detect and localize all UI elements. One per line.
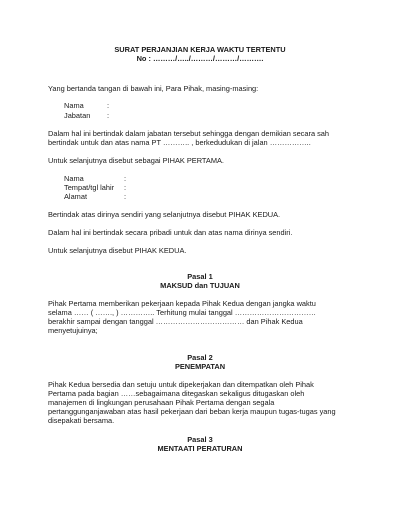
document-number: No : ………/…../………/………/……….: [136, 54, 264, 63]
pasal1-line: selama …… ( ……., ) ………….. Terhitung mulai tanggal ……………………………: [48, 308, 317, 317]
pasal1-line: berakhir sampai dengan tanggal ……………………………… dan Pihak Kedua: [48, 317, 303, 326]
party1-position-line: bertindak untuk dan atas nama PT ……….. , berkedudukan di jalan ……………..: [48, 138, 311, 147]
party1-called: Untuk selanjutnya disebut sebagai PIHAK PERTAMA.: [48, 156, 224, 165]
party2-called: Untuk selanjutnya disebut PIHAK KEDUA.: [48, 246, 187, 255]
pasal2-line: Pertama pada bagian ……sebagaimana ditegaskan sekaligus ditugaskan oleh: [48, 389, 305, 398]
intro-text: Yang bertanda tangan di bawah ini, Para Pihak, masing-masing:: [48, 84, 259, 93]
pasal3-number: Pasal 3: [187, 435, 213, 444]
field-colon: :: [107, 111, 110, 120]
pasal1-line: menyetujuinya;: [48, 326, 98, 335]
pasal2-line: Pihak Kedua bersedia dan setuju untuk dipekerjakan dan ditempatkan oleh Pihak: [48, 380, 314, 389]
party2-private-line: Dalam hal ini bertindak secara pribadi untuk dan atas nama dirinya sendiri.: [48, 228, 293, 237]
field-colon: :: [124, 183, 127, 192]
pasal2-line: disepakati bersama.: [48, 416, 115, 425]
field-colon: :: [107, 101, 110, 110]
field-label-nama: Nama: [64, 101, 84, 110]
field-colon: :: [124, 174, 127, 183]
pasal2-line: manajemen di lingkungan perusahaan Pihak Pertama dengan segala: [48, 398, 275, 407]
party2-self-line: Bertindak atas dirinya sendiri yang selanjutnya disebut PIHAK KEDUA.: [48, 210, 281, 219]
pasal1-heading: MAKSUD dan TUJUAN: [160, 281, 240, 290]
party1-position-line: Dalam hal ini bertindak dalam jabatan tersebut sehingga dengan demikian secara sah: [48, 129, 330, 138]
field-label-jabatan: Jabatan: [64, 111, 91, 120]
pasal2-line: pertanggunganjawaban atas hasil pekerjaan dari beban kerja maupun tugas-tugas yang: [48, 407, 336, 416]
document-title: SURAT PERJANJIAN KERJA WAKTU TERTENTU: [114, 45, 286, 54]
pasal1-number: Pasal 1: [187, 272, 213, 281]
pasal3-heading: MENTAATI PERATURAN: [157, 444, 243, 453]
field-colon: :: [124, 192, 127, 201]
field-label-birth: Tempat/tgl lahir: [64, 183, 115, 192]
pasal2-heading: PENEMPATAN: [174, 362, 226, 371]
pasal1-line: Pihak Pertama memberikan pekerjaan kepada Pihak Kedua dengan jangka waktu: [48, 299, 316, 308]
field-label-alamat: Alamat: [64, 192, 88, 201]
pasal2-number: Pasal 2: [187, 353, 213, 362]
field-label-nama: Nama: [64, 174, 84, 183]
